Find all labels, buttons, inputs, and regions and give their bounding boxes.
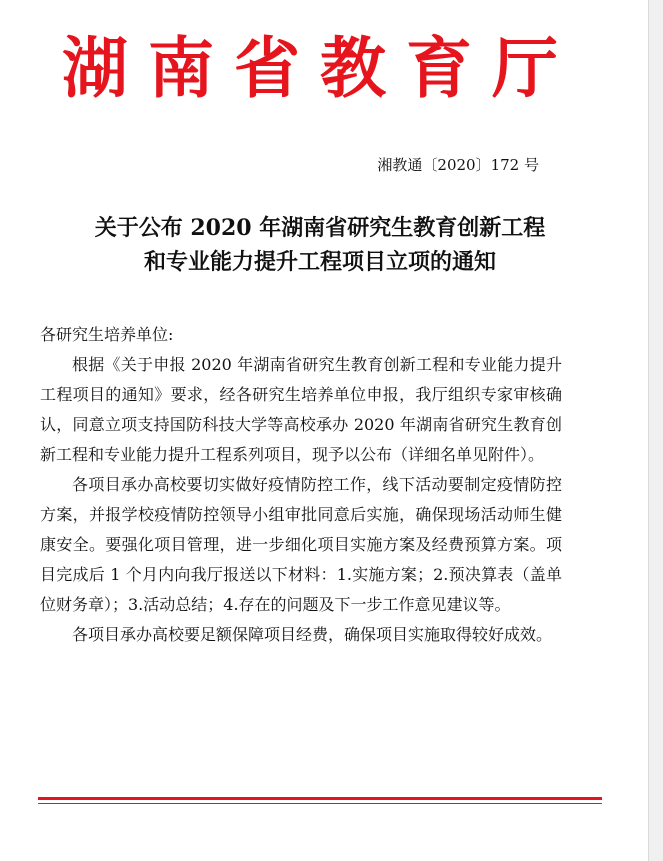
paragraph-1: 根据《关于申报 2020 年湖南省研究生教育创新工程和专业能力提升工程项目的通知》要求，经各研究生培养单位申报，我厅组织专家审核确认，同意立项支持国防科技大学等高校承办 2020 年湖南省研究生教育创新工程和专业能力提升工程系列项目，现予以公布（详细名单见附件）。 xyxy=(40,355,562,464)
red-divider-thin xyxy=(38,803,602,804)
scrollbar-track[interactable] xyxy=(648,0,663,861)
masthead-title: 湖南省教育厅 xyxy=(62,29,578,107)
document-number: 湘教通〔2020〕172 号 xyxy=(377,156,539,174)
document-body xyxy=(40,320,562,650)
paragraph-2: 各项目承办高校要切实做好疫情防控工作，线下活动要制定疫情防控方案，并报学校疫情防控领导小组审批同意后实施，确保现场活动师生健康安全。要强化项目管理，进一步细化项目实施方案及经费预算方案。项目完成后 1 个月内向我厅报送以下材料：1.实施方案；2.预决算表（盖单位财务章）；3.活动总结；4.存在的问题及下一步工作意见建议等。 xyxy=(40,475,562,614)
red-divider-thick xyxy=(38,797,602,800)
paragraph-3: 各项目承办高校要足额保障项目经费，确保项目实施取得较好成效。 xyxy=(72,625,553,644)
salutation: 各研究生培养单位: xyxy=(40,325,174,344)
title-line-1: 关于公布 2020 年湖南省研究生教育创新工程 xyxy=(94,215,546,241)
title-line-2: 和专业能力提升工程项目立项的通知 xyxy=(143,249,496,275)
document-title xyxy=(40,211,600,279)
